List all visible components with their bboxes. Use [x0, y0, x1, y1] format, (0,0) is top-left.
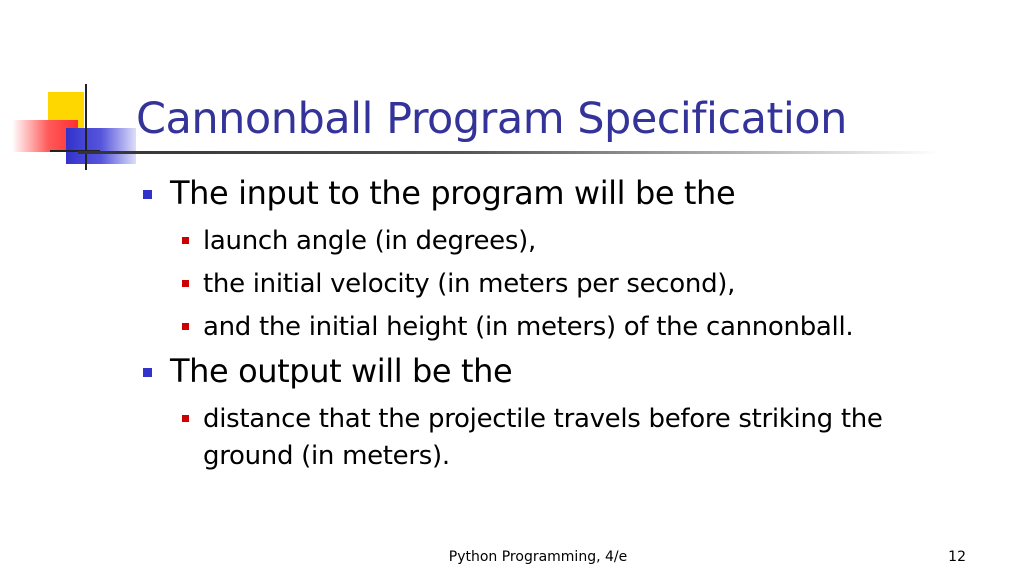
sub-bullet-item [203, 401, 883, 438]
title-underline [78, 151, 938, 154]
sub-bullet-text: ground (in meters). [203, 441, 450, 471]
bullet-text: The input to the program will be the [170, 174, 736, 212]
sub-bullet-text: and the initial height (in meters) of the cannonball. [203, 312, 854, 342]
footer-course-title: Python Programming, 4/e [448, 549, 628, 565]
sub-bullet-continuation [203, 438, 450, 475]
sub-bullet-item [203, 223, 536, 260]
bullet-square-icon [143, 190, 152, 199]
sub-bullet-text: distance that the projectile travels before striking the [203, 404, 883, 434]
sub-bullet-square-icon [182, 415, 189, 422]
slide-title: Cannonball Program Specification [136, 94, 847, 144]
footer-page-number: 12 [948, 549, 966, 565]
sub-bullet-item [203, 266, 735, 303]
sub-bullet-square-icon [182, 237, 189, 244]
bullet-item [170, 352, 512, 390]
sub-bullet-square-icon [182, 323, 189, 330]
sub-bullet-text: the initial velocity (in meters per second), [203, 269, 736, 299]
logo-blue-bar [66, 128, 136, 164]
logo-vertical-line [85, 84, 87, 170]
bullet-square-icon [143, 368, 152, 377]
sub-bullet-item [203, 309, 853, 346]
bullet-item [170, 174, 735, 212]
sub-bullet-text: launch angle (in degrees), [203, 226, 536, 256]
sub-bullet-square-icon [182, 280, 189, 287]
bullet-text: The output will be the [170, 352, 513, 390]
